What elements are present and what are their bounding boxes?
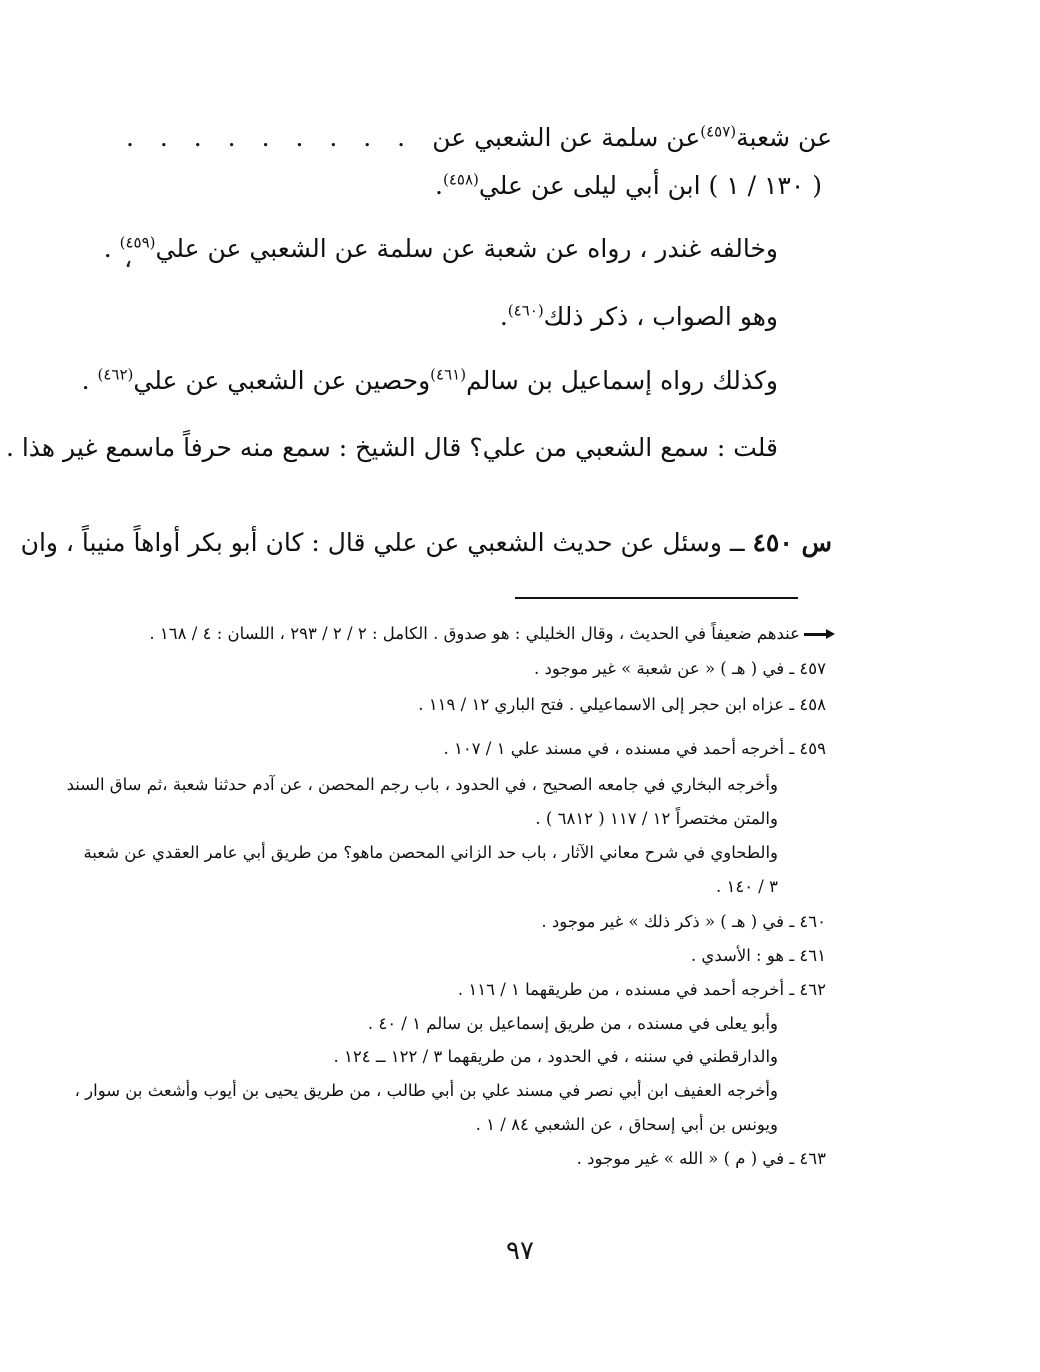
footnote-458: ٤٥٨ ـ عزاه ابن حجر إلى الاسماعيلي . فتح الباري ١٢ / ١١٩ . bbox=[418, 695, 826, 714]
body-line-6-text: قلت : سمع الشعبي من علي؟ قال الشيخ : سمع منه حرفاً ماسمع غير هذا . bbox=[5, 433, 778, 462]
footnote-461: ٤٦١ ـ هو : الأسدي . bbox=[690, 946, 826, 965]
body-line-5-text-b: وحصين عن الشعبي عن علي bbox=[133, 366, 431, 395]
page-number: ٩٧ bbox=[506, 1236, 534, 1266]
footnote-ref-457: (٤٥٧) bbox=[700, 122, 737, 141]
footnote-460: ٤٦٠ ـ في ( هـ ) « ذكر ذلك » غير موجود . bbox=[541, 912, 826, 931]
body-line-5-text-a: وكذلك رواه إسماعيل بن سالم bbox=[466, 366, 778, 395]
body-line-4 bbox=[78, 300, 778, 334]
footnote-463: ٤٦٣ ـ في ( م ) « الله » غير موجود . bbox=[576, 1149, 826, 1168]
question-number: س ٤٥٠ bbox=[752, 528, 832, 557]
body-line-1-text-b: عن سلمة عن الشعبي عن bbox=[432, 123, 701, 152]
question-450-line bbox=[20, 526, 832, 560]
margin-mark: ، bbox=[124, 244, 133, 274]
footnote-462-cont-3: وأخرجه العفيف ابن أبي نصر في مسند علي بن أبي طالب ، من طريق يحيى بن أيوب وأشعث بن سوار ، bbox=[74, 1081, 778, 1100]
body-line-3-end: . bbox=[103, 234, 120, 263]
body-line-2-end: . bbox=[435, 171, 443, 200]
body-line-2-text: ( ١٣٠ / ١ ) ابن أبي ليلى عن علي bbox=[478, 171, 822, 200]
footnote-ref-462: (٤٦٢) bbox=[97, 365, 134, 384]
body-line-3 bbox=[78, 232, 778, 266]
footnote-ref-459: (٤٥٩) bbox=[119, 233, 156, 252]
continuation-arrow-icon bbox=[804, 633, 830, 636]
footnote-457: ٤٥٧ ـ في ( هـ ) « عن شعبة » غير موجود . bbox=[533, 659, 826, 678]
footnote-459: ٤٥٩ ـ أخرجه أحمد في مسنده ، في مسند علي ١ / ١٠٧ . bbox=[443, 739, 826, 758]
footnote-ref-458: (٤٥٨) bbox=[442, 170, 479, 189]
body-line-6 bbox=[5, 431, 778, 465]
body-line-3-text: وخالفه غندر ، رواه عن شعبة عن سلمة عن الشعبي عن علي bbox=[155, 234, 778, 263]
ellipsis-dots-text: . . . . . . . . . bbox=[126, 123, 415, 152]
footnote-459-cont-2: والمتن مختصراً ١٢ / ١١٧ ( ٦٨١٢ ) . bbox=[535, 809, 778, 828]
footnote-459-cont-1: وأخرجه البخاري في جامعه الصحيح ، في الحدود ، باب رجم المحصن ، عن آدم حدثنا شعبة ،ثم ساق السند bbox=[66, 775, 778, 794]
body-line-1-text-a: عن شعبة bbox=[736, 123, 832, 152]
body-line-5-end: . bbox=[81, 366, 98, 395]
body-line-5 bbox=[78, 364, 778, 398]
ellipsis-dots bbox=[126, 121, 415, 155]
footnote-459-cont-3: والطحاوي في شرح معاني الآثار ، باب حد الزاني المحصن ماهو؟ من طريق أبي عامر العقدي عن شعبة bbox=[83, 843, 778, 862]
footnote-ref-460: (٤٦٠) bbox=[507, 301, 544, 320]
footnote-462-cont-4: ويونس بن أبي إسحاق ، عن الشعبي ٨٤ / ١ . bbox=[475, 1115, 778, 1134]
footnote-line-1: عندهم ضعيفاً في الحديث ، وقال الخليلي : هو صدوق . الكامل : ٢ / ٢ / ٢٩٣ ، اللسان : ٤ / ١٦٨ . bbox=[149, 624, 800, 643]
footnote-462: ٤٦٢ ـ أخرجه أحمد في مسنده ، من طريقهما ١ / ١١٦ . bbox=[457, 980, 826, 999]
footnote-462-cont-1: وأبو يعلى في مسنده ، من طريق إسماعيل بن سالم ١ / ٤٠ . bbox=[367, 1014, 778, 1033]
footnote-459-cont-4: ٣ / ١٤٠ . bbox=[715, 877, 778, 896]
body-line-4-text: وهو الصواب ، ذكر ذلك bbox=[543, 302, 778, 331]
footnote-462-cont-2: والدارقطني في سننه ، في الحدود ، من طريقهما ٣ / ١٢٢ ــ ١٢٤ . bbox=[333, 1047, 778, 1066]
body-line-2 bbox=[122, 169, 822, 203]
footnote-separator bbox=[515, 597, 798, 599]
question-450-text: ــ وسئل عن حديث الشعبي عن علي قال : كان أبو بكر أواهاً منيباً ، وان bbox=[20, 528, 753, 557]
body-line-4-end: . bbox=[499, 302, 508, 331]
footnote-ref-461: (٤٦١) bbox=[430, 365, 467, 384]
